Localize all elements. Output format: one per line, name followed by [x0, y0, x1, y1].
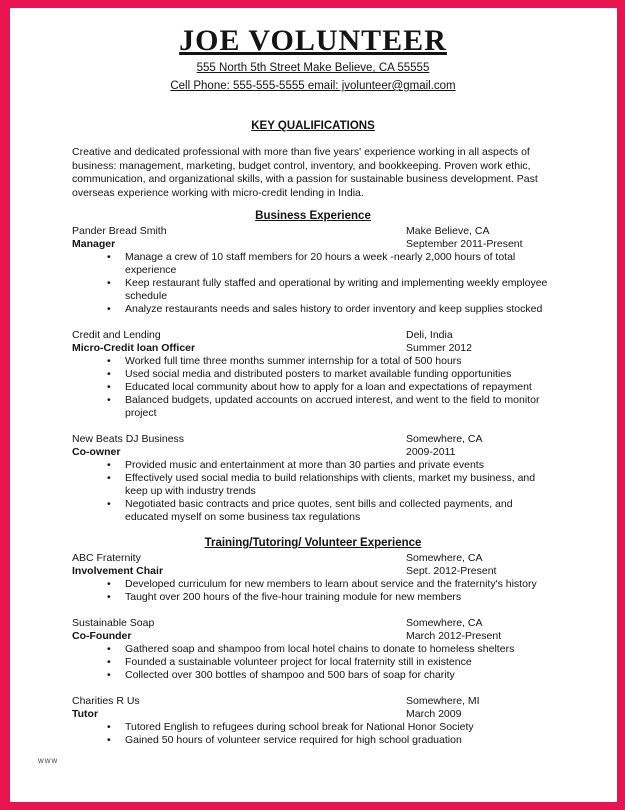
bullet-item: • Educated local community about how to apply for a loan and expectations of repayment: [72, 381, 554, 394]
experience-entry-charities-r-us: [72, 695, 554, 747]
company-location: Somewhere, CA: [406, 617, 483, 629]
bullet-item: • Negotiated basic contracts and price quotes, sent bills and collected payments, and educated myself on some business tax regulations: [72, 498, 554, 524]
bullet-list: [72, 251, 554, 316]
entry-header-row: [72, 552, 554, 565]
bullet-item: • Gathered soap and shampoo from local hotel chains to donate to homeless shelters: [72, 643, 554, 656]
company-name: Pander Bread Smith: [72, 225, 167, 237]
bullet-item: • Provided music and entertainment at more than 30 parties and private events: [72, 459, 554, 472]
company-location: Deli, India: [406, 329, 453, 341]
entry-header-row: [72, 617, 554, 630]
bullet-item: • Effectively used social media to build relationships with clients, market my business, and keep up with industry trends: [72, 472, 554, 498]
bullet-item: • Founded a sustainable volunteer project for local fraternity still in existence: [72, 656, 554, 669]
experience-entry-abc-fraternity: [72, 552, 554, 604]
entry-role-row: [72, 238, 554, 251]
bullet-item: • Gained 50 hours of volunteer service required for high school graduation: [72, 734, 554, 747]
bullet-list: [72, 721, 554, 747]
entry-header-row: [72, 695, 554, 708]
section-title-volunteer-experience: Training/Tutoring/ Volunteer Experience: [204, 537, 422, 549]
bullet-item: • Tutored English to refugees during school break for National Honor Society: [72, 721, 554, 734]
bullet-list: [72, 643, 554, 682]
bullet-list: [72, 459, 554, 524]
bullet-item: • Keep restaurant fully staffed and operational by writing and implementing weekly employee schedule: [72, 277, 554, 303]
bullet-item: • Taught over 200 hours of the five-hour training module for new members: [72, 591, 554, 604]
entry-role-row: [72, 446, 554, 459]
company-location: Somewhere, CA: [406, 552, 483, 564]
company-name: Sustainable Soap: [72, 617, 155, 629]
resume-content: [10, 8, 617, 747]
page-title: JOE VOLUNTEER: [179, 24, 447, 57]
company-name: New Beats DJ Business: [72, 433, 185, 445]
company-location: Somewhere, CA: [406, 433, 483, 445]
company-name: ABC Fraternity: [72, 552, 141, 564]
section-title-business-experience: Business Experience: [255, 210, 371, 222]
experience-entry-sustainable-soap: [72, 617, 554, 682]
bullet-list: [72, 355, 554, 420]
job-title: Micro-Credit loan Officer: [72, 342, 196, 354]
bullet-item: • Balanced budgets, updated accounts on accrued interest, and went to the field to monitor project: [72, 394, 554, 420]
entry-header-row: [72, 329, 554, 342]
bullet-item: • Manage a crew of 10 staff members for 20 hours a week -nearly 2,000 hours of total experience: [72, 251, 554, 277]
job-title: Tutor: [72, 708, 99, 720]
bullet-item: • Used social media and distributed posters to market available funding opportunities: [72, 368, 554, 381]
job-dates: Summer 2012: [406, 342, 472, 354]
job-dates: March 2012-Present: [406, 630, 502, 642]
entry-role-row: [72, 565, 554, 578]
bullet-item: • Collected over 300 bottles of shampoo and 500 bars of soap for charity: [72, 669, 554, 682]
contact-line: Cell Phone: 555-555-5555 email: jvolunteer@gmail.com: [170, 80, 456, 92]
company-location: Make Believe, CA: [406, 225, 490, 237]
bullet-item: • Analyze restaurants needs and sales history to order inventory and keep supplies stocked: [72, 303, 554, 316]
company-name: Credit and Lending: [72, 329, 161, 341]
entry-header-row: [72, 433, 554, 446]
bullet-item: • Developed curriculum for new members to learn about service and the fraternity's history: [72, 578, 554, 591]
address-line: 555 North 5th Street Make Believe, CA 55555: [196, 62, 430, 74]
job-title: Co-Founder: [72, 630, 132, 642]
job-dates: September 2011-Present: [406, 238, 523, 250]
experience-entry-new-beats: [72, 433, 554, 524]
job-dates: 2009-2011: [406, 446, 456, 458]
job-title: Co-owner: [72, 446, 121, 458]
entry-role-row: [72, 630, 554, 643]
job-dates: March 2009: [406, 708, 462, 720]
job-title: Involvement Chair: [72, 565, 164, 577]
job-dates: Sept. 2012-Present: [406, 565, 497, 577]
watermark-www: www: [38, 756, 59, 765]
bullet-list: [72, 578, 554, 604]
entry-role-row: [72, 342, 554, 355]
company-location: Somewhere, MI: [406, 695, 480, 707]
entry-header-row: [72, 225, 554, 238]
bullet-item: • Worked full time three months summer internship for a total of 500 hours: [72, 355, 554, 368]
company-name: Charities R Us: [72, 695, 140, 707]
experience-entry-pander-bread: [72, 225, 554, 316]
entry-role-row: [72, 708, 554, 721]
section-title-key-qualifications: KEY QUALIFICATIONS: [251, 120, 375, 132]
qualifications-summary: Creative and dedicated professional with more than five years' experience working in all aspects of business: management, marketing, budget control, inventory, and bookkeeping. Proven work ethic, communication, and organizational skills, with a passion for sustainable business development. Past overseas experience working with micro-credit lending in India.: [72, 146, 538, 199]
job-title: Manager: [72, 238, 116, 250]
experience-entry-credit-lending: [72, 329, 554, 420]
